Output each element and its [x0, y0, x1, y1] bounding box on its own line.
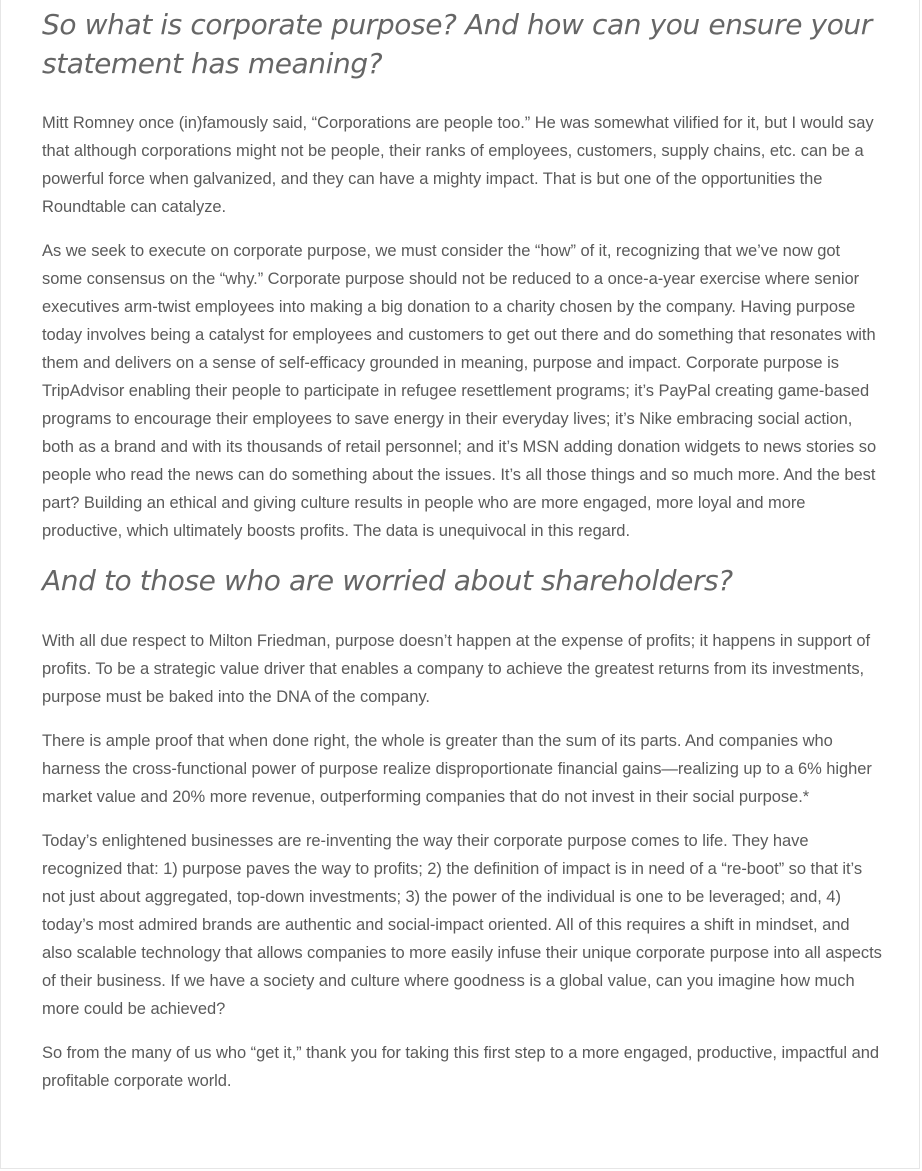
paragraph: Today’s enlightened businesses are re-inventing the way their corporate purpose comes to life. They have recognized that: 1) purpose paves the way to profits; 2) the definition of impact is in need of a “re-boot” so that it’s not just about aggregated, top-down investments; 3) the power of the individual is one to be leveraged; and, 4) today’s most admired brands are authentic and social-impact oriented. All of this requires a shift in mindset, and also scalable technology that allows companies to more easily infuse their unique corporate purpose into all aspects of their business. If we have a society and culture where goodness is a global value, can you imagine how much more could be achieved? — [42, 832, 882, 1018]
section-heading-corporate-purpose: So what is corporate purpose? And how can you ensure your statement has meaning? — [42, 8, 872, 80]
paragraph: There is ample proof that when done right, the whole is greater than the sum of its parts. And companies who harness the cross-functional power of purpose realize disproportionate financial gains—realizing up to a 6% higher market value and 20% more revenue, outperforming companies that do not invest in their social purpose.* — [42, 732, 872, 806]
article-body — [42, 0, 884, 1111]
paragraph: So from the many of us who “get it,” thank you for taking this first step to a more engaged, productive, impactful and profitable corporate world. — [42, 1044, 879, 1090]
paragraph: Mitt Romney once (in)famously said, “Corporations are people too.” He was somewhat vilified for it, but I would say that although corporations might not be people, their ranks of employees, customers, supply chains, etc. can be a powerful force when galvanized, and they can have a mighty impact. That is but one of the opportunities the Roundtable can catalyze. — [42, 114, 874, 216]
paragraph: With all due respect to Milton Friedman, purpose doesn’t happen at the expense of profits; it happens in support of profits. To be a strategic value driver that enables a company to achieve the greatest returns from its investments, purpose must be baked into the DNA of the company. — [42, 632, 870, 706]
section-heading-shareholders: And to those who are worried about shareholders? — [42, 564, 733, 597]
paragraph: As we seek to execute on corporate purpose, we must consider the “how” of it, recognizing that we’ve now got some consensus on the “why.” Corporate purpose should not be reduced to a once-a-year exercise where senior executives arm-twist employees into making a big donation to a charity chosen by the company. Having purpose today involves being a catalyst for employees and customers to get out there and do something that resonates with them and delivers on a sense of self-efficacy grounded in meaning, purpose and impact. Corporate purpose is TripAdvisor enabling their people to participate in refugee resettlement programs; it’s PayPal creating game-based programs to encourage their employees to save energy in their everyday lives; it’s Nike embracing social action, both as a brand and with its thousands of retail personnel; and it’s MSN adding donation widgets to news stories so people who read the news can do something about the issues. It’s all those things and so much more. And the best part? Building an ethical and giving culture results in people who are more engaged, more loyal and more productive, which ultimately boosts profits. The data is unequivocal in this regard. — [42, 242, 877, 540]
